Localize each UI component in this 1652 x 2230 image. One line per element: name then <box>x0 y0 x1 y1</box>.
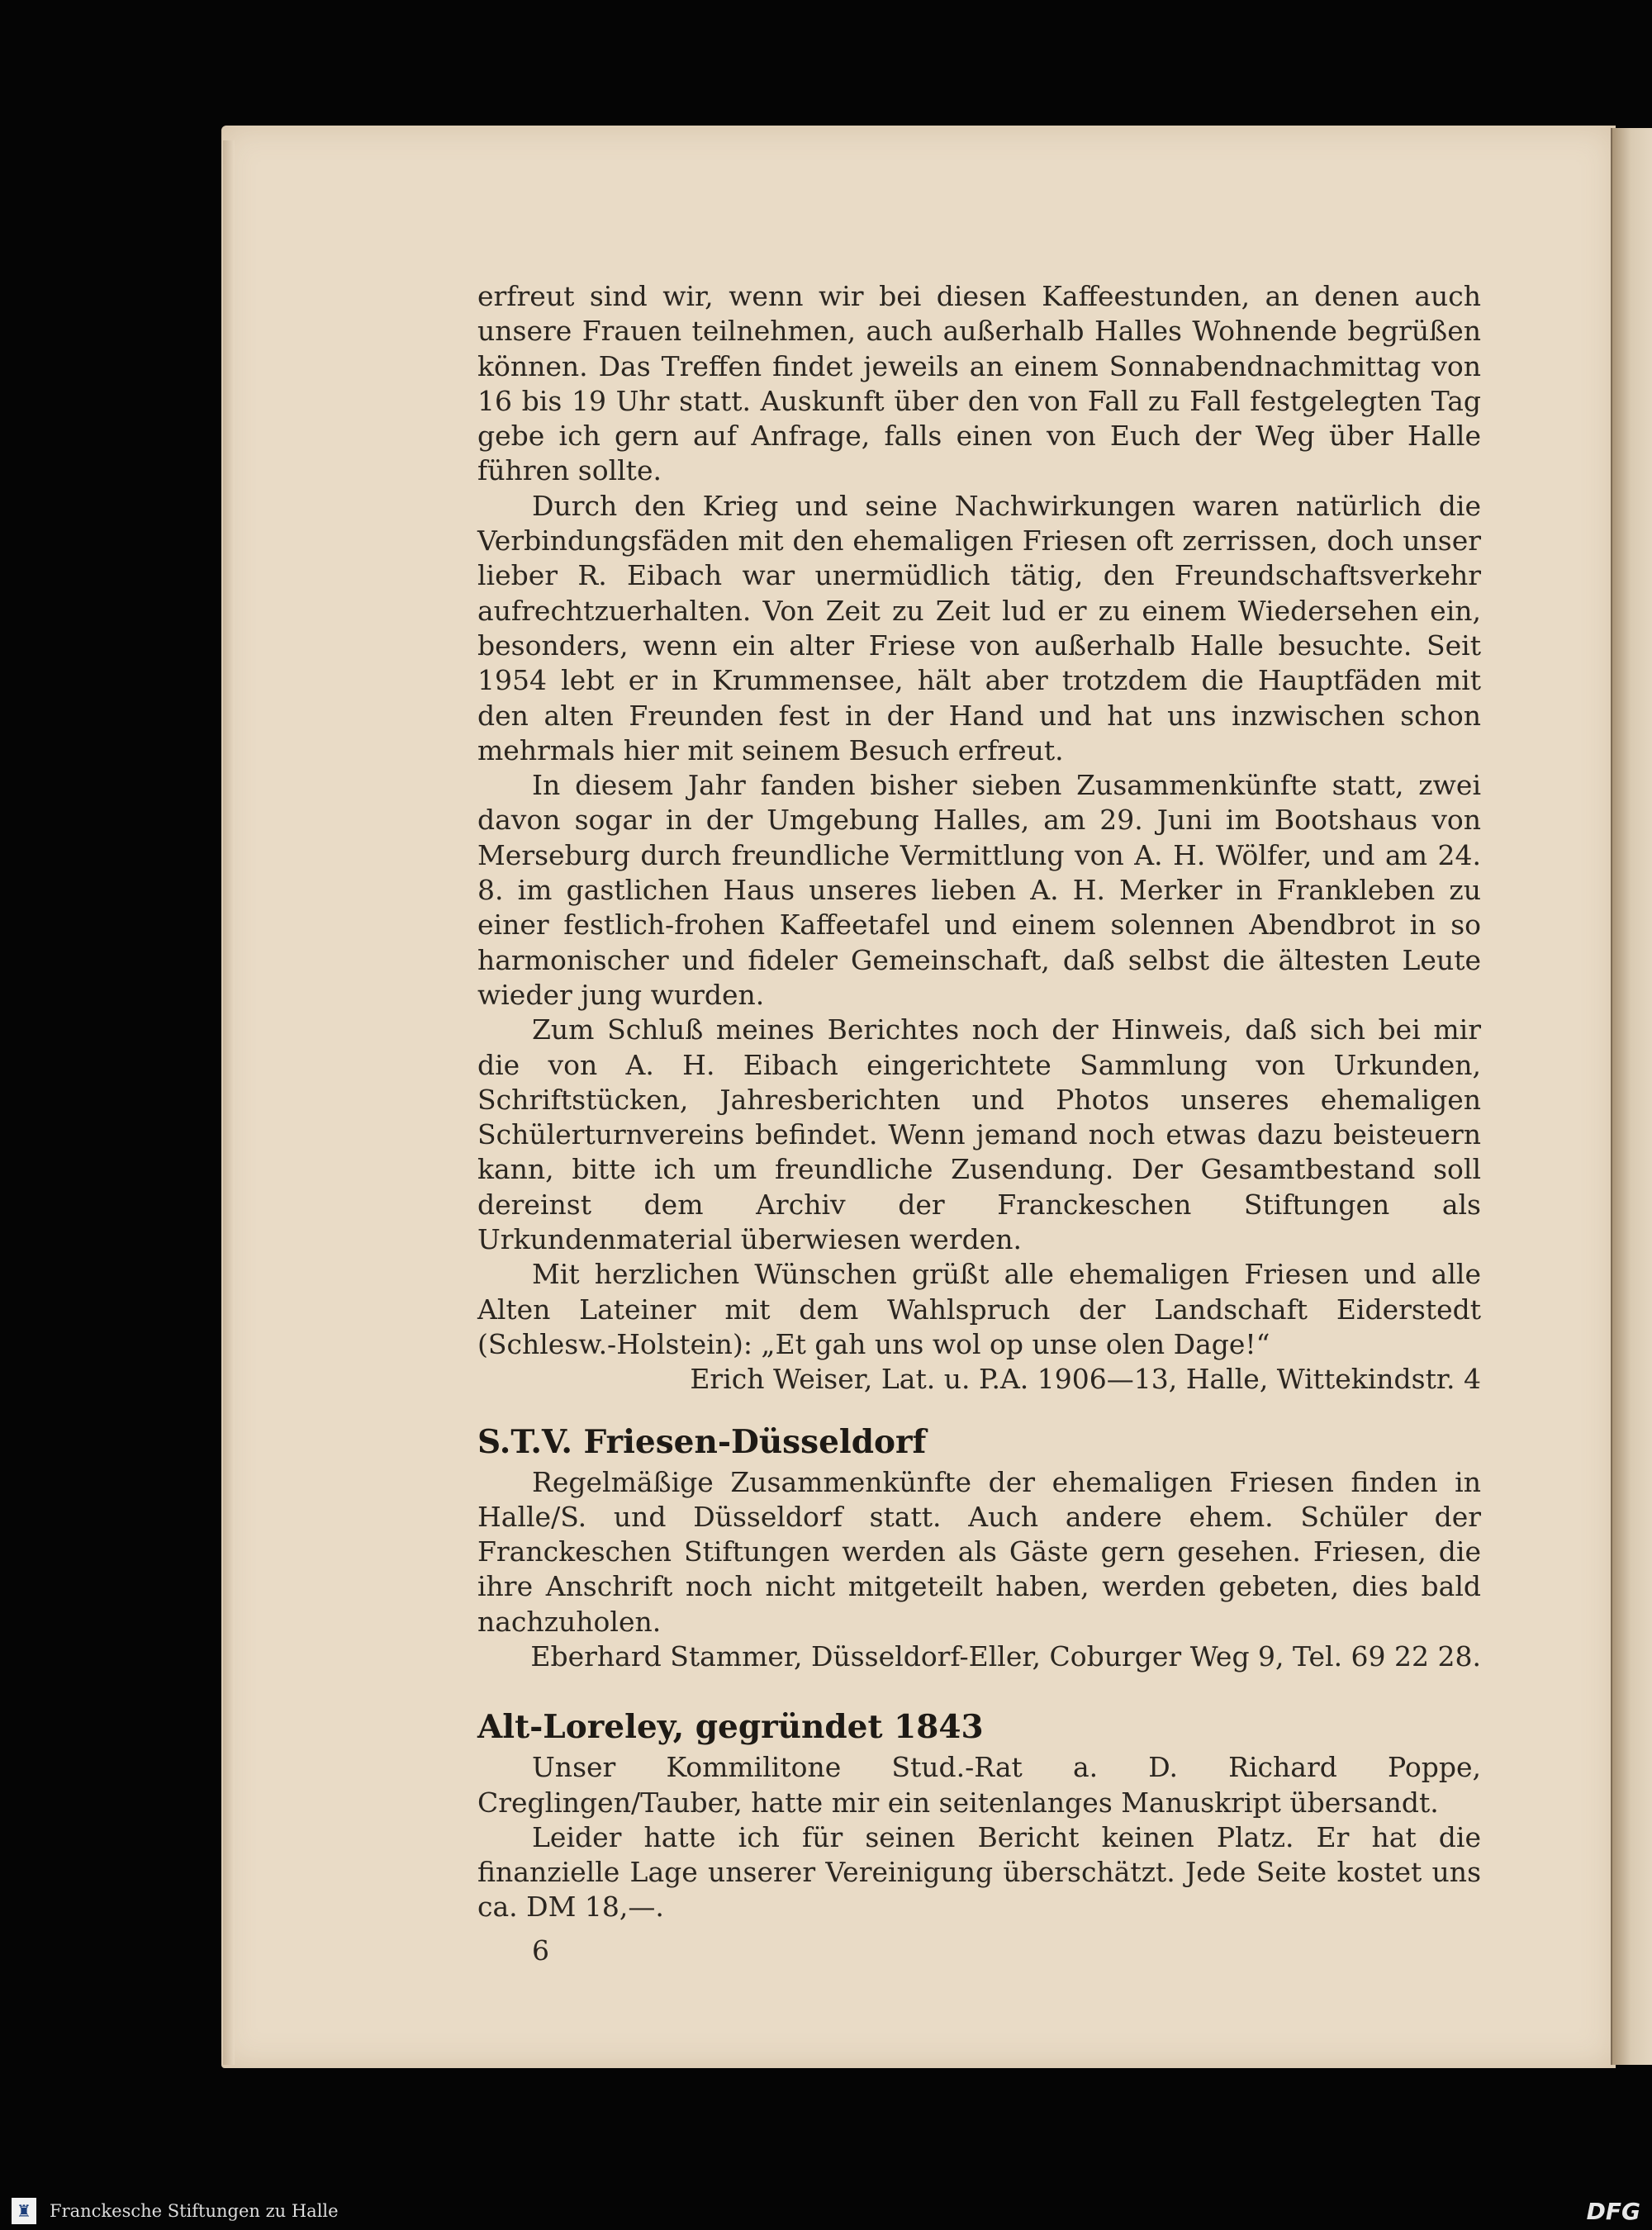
page-text <box>477 279 1481 1968</box>
paragraph-intro-1: erfreut sind wir, wenn wir bei diesen Kaffeestunden, an denen auch unsere Frauen teilnehmen, auch außerhalb Halles Wohnende begrüßen können. Das Treffen findet jeweils an einem Sonnabendnachmittag von 16 bis 19 Uhr statt. Auskunft über den von Fall zu Fall festgelegten Tag gebe ich gern auf Anfrage, falls einen von Euch der Weg über Halle führen sollte. <box>477 280 1481 487</box>
dfg-logo: DFG <box>1586 2198 1640 2225</box>
paragraph-alt-loreley-2: Leider hatte ich für seinen Bericht keinen Platz. Er hat die finanzielle Lage unserer Vereinigung überschätzt. Jede Seite kostet uns ca. DM 18,—. <box>477 1820 1481 1924</box>
institution-logo-icon: ♜ <box>12 2198 36 2224</box>
signature-stammer: Eberhard Stammer, Düsseldorf-Eller, Coburger Weg 9, Tel. 69 22 28. <box>530 1639 1481 1672</box>
paragraph-friesen-duesseldorf: Regelmäßige Zusammenkünfte der ehemaligen Friesen finden in Halle/S. und Düsseldorf statt. Auch andere ehem. Schüler der Franckeschen Stiftungen werden als Gäste gern gesehen. Friesen, die ihre Anschrift noch nicht mitgeteilt haben, werden gebeten, dies bald nachzuholen. <box>477 1465 1481 1638</box>
paragraph-intro-4: Zum Schluß meines Berichtes noch der Hinweis, daß sich bei mir die von A. H. Eibach eingerichtete Sammlung von Urkunden, Schriftstücken, Jahresberichten und Photos unseres ehemaligen Schülerturnvereins befindet. Wenn jemand noch etwas dazu beisteuern kann, bitte ich um freundliche Zusendung. Der Gesamtbestand soll dereinst dem Archiv der Franckeschen Stiftungen als Urkundenmaterial überwiesen werden. <box>477 1013 1481 1256</box>
viewer-footer <box>0 2193 1652 2230</box>
signature-weiser: Erich Weiser, Lat. u. P.A. 1906—13, Halle, Wittekindstr. 4 <box>690 1363 1481 1396</box>
paragraph-alt-loreley-1: Unser Kommilitone Stud.-Rat a. D. Richard Poppe, Creglingen/Tauber, hatte mir ein seitenlanges Manuskript übersandt. <box>477 1751 1481 1819</box>
paragraph-intro-5: Mit herzlichen Wünschen grüßt alle ehemaligen Friesen und alle Alten Lateiner mit dem Wahlspruch der Landschaft Eiderstedt (Schlesw.-Holstein): „Et gah uns wol op unse olen Dage!“ <box>477 1258 1481 1360</box>
paragraph-intro-2: Durch den Krieg und seine Nachwirkungen waren natürlich die Verbindungsfäden mit den ehemaligen Friesen oft zerrissen, doch unser lieber R. Eibach war unermüdlich tätig, den Freundschaftsverkehr aufrechtzuerhalten. Von Zeit zu Zeit lud er zu einem Wiedersehen ein, besonders, wenn ein alter Friese von außerhalb Halle besuchte. Seit 1954 lebt er in Krummensee, hält aber trotzdem die Hauptfäden mit den alten Freunden fest in der Hand und hat uns inzwischen schon mehrmals hier mit seinem Besuch erfreut. <box>477 489 1481 766</box>
page-number: 6 <box>532 1933 549 1967</box>
heading-friesen-duesseldorf: S.T.V. Friesen-Düsseldorf <box>477 1422 927 1461</box>
page-edge-shadow <box>223 140 235 2065</box>
institution-name: Franckesche Stiftungen zu Halle <box>50 2201 339 2221</box>
heading-alt-loreley: Alt-Loreley, gegründet 1843 <box>477 1708 984 1747</box>
next-page-edge <box>1611 128 1652 2065</box>
paragraph-intro-3: In diesem Jahr fanden bisher sieben Zusammenkünfte statt, zwei davon sogar in der Umgebung Halles, am 29. Juni im Bootshaus von Merseburg durch freundliche Vermittlung von A. H. Wölfer, und am 24. 8. im gastlichen Haus unseres lieben A. H. Merker in Frankleben zu einer festlich-frohen Kaffeetafel und einem solennen Abendbrot in so harmonischer und fideler Gemeinschaft, daß selbst die ältesten Leute wieder jung wurden. <box>477 769 1481 1011</box>
